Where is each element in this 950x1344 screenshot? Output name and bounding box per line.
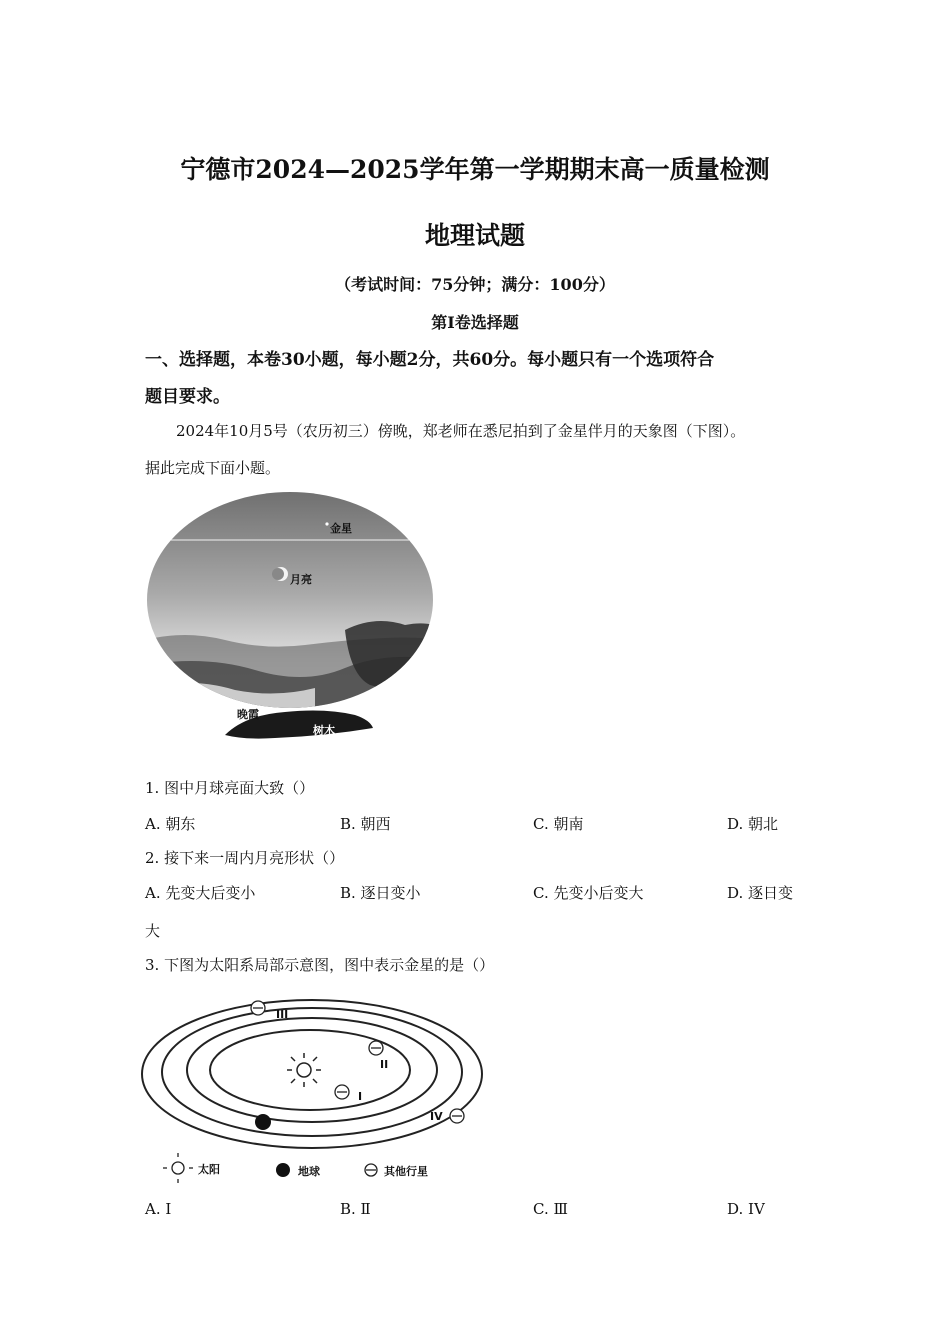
planet-ii — [369, 1041, 383, 1055]
exam-title: 宁德市2024—2025学年第一学期期末高一质量检测 — [180, 155, 770, 184]
q2-option-d[interactable]: D. 逐日变 — [727, 884, 794, 902]
q1-option-c[interactable]: C. 朝南 — [533, 815, 584, 833]
question-2-stem: 2. 接下来一周内月亮形状（） — [145, 849, 345, 867]
q1-option-d[interactable]: D. 朝北 — [727, 815, 779, 833]
q1-option-b[interactable]: B. 朝西 — [340, 815, 391, 833]
venus-moon-photo — [145, 490, 445, 752]
q3-option-a[interactable]: A. I — [145, 1200, 172, 1218]
legend-earth-label: 地球 — [298, 1165, 320, 1178]
planet-iii — [251, 1001, 265, 1015]
legend-earth-icon — [276, 1163, 290, 1177]
q2-option-d-wrap: 大 — [145, 922, 161, 940]
orbit-2 — [187, 1018, 437, 1122]
q2-option-c[interactable]: C. 先变小后变大 — [533, 884, 644, 902]
exam-info: （考试时间：75分钟；满分：100分） — [335, 275, 615, 294]
question-3-stem: 3. 下图为太阳系局部示意图，图中表示金星的是（） — [145, 956, 495, 974]
earth-icon — [255, 1114, 271, 1130]
q2-option-a[interactable]: A. 先变大后变小 — [145, 884, 256, 902]
question-1-stem: 1. 图中月球亮面大致（） — [145, 779, 315, 797]
trees-label: 树木 — [313, 724, 335, 737]
venus-label: 金星 — [330, 522, 352, 535]
orbit-4 — [142, 1000, 482, 1148]
moon-label: 月亮 — [290, 573, 312, 586]
orbit-label-ii: II — [380, 1058, 389, 1071]
subject-title: 地理试题 — [424, 221, 525, 250]
q3-option-d[interactable]: D. IV — [727, 1200, 765, 1218]
section-heading-line2: 题目要求。 — [145, 387, 230, 407]
legend-planet-icon — [365, 1164, 377, 1176]
orbit-label-iii: III — [276, 1008, 289, 1021]
orbit-3 — [162, 1008, 462, 1136]
solar-system-diagram — [140, 988, 490, 1188]
passage-line1: 2024年10月5号（农历初三）傍晚，郑老师在悉尼拍到了金星伴月的天象图（下图）。 — [176, 422, 746, 440]
legend-planet-label: 其他行星 — [384, 1165, 428, 1178]
volume-title: 第I卷选择题 — [431, 313, 519, 332]
q3-option-c[interactable]: C. Ⅲ — [533, 1200, 568, 1218]
section-heading-line1: 一、选择题，本卷30小题，每小题2分，共60分。每小题只有一个选项符合 — [145, 350, 715, 370]
sun-icon — [287, 1053, 321, 1087]
planet-i — [335, 1085, 349, 1099]
q2-option-b[interactable]: B. 逐日变小 — [340, 884, 421, 902]
q3-option-b[interactable]: B. Ⅱ — [340, 1200, 371, 1218]
orbit-label-iv: IV — [430, 1110, 443, 1123]
legend-sun-label: 太阳 — [198, 1163, 220, 1176]
sunset-glow-label: 晚霞 — [237, 708, 259, 721]
planet-iv — [450, 1109, 464, 1123]
q1-option-a[interactable]: A. 朝东 — [145, 815, 196, 833]
legend-sun-icon — [163, 1153, 193, 1183]
orbit-label-i: I — [358, 1090, 363, 1103]
passage-line2: 据此完成下面小题。 — [145, 459, 281, 477]
